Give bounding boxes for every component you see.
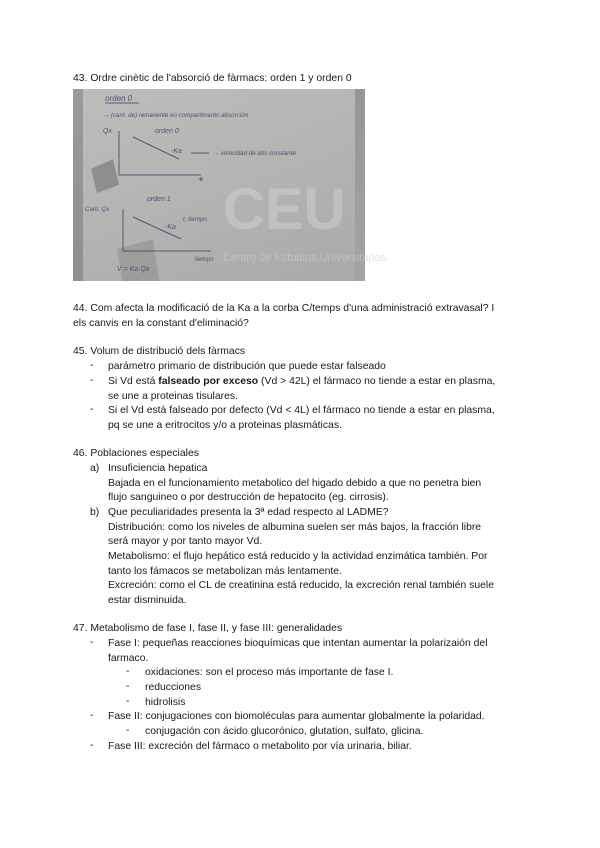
watermark-subtitle: Centro de Estudios Universitarios xyxy=(223,252,387,264)
q47-fase1-sub2: reducciones xyxy=(145,682,202,693)
q46-b-line5: Excreción: como el CL de creatinina está reducido, la excreción renal también suele xyxy=(108,580,495,591)
bullet-dash: - xyxy=(90,637,94,648)
bullet-dash: - xyxy=(126,696,130,707)
note-cant-qx: Cant. Qx xyxy=(85,206,110,213)
bullet-dash: - xyxy=(126,681,130,692)
q46-b-line3: Metabolismo: el flujo hepático está reducido y la actividad enzimática también. Por xyxy=(108,551,488,562)
q45-bullet-2-cont: se une a proteinas tisulares. xyxy=(108,391,238,402)
note-orden1: orden 1 xyxy=(147,196,171,203)
bullet-dash: - xyxy=(90,710,94,721)
note-velocidad: → velocidad de abs constante xyxy=(213,150,296,157)
question-46-title: 46. Poblaciones especiales xyxy=(73,448,199,459)
note-ka-top: -Ka xyxy=(171,148,182,155)
bullet-dash: - xyxy=(90,360,94,371)
q45-bullet-3: Si el Vd está falseado por defecto (Vd < 4L) el fármaco no tiende a estar en plasma, xyxy=(108,405,495,416)
q45-bullet-1: parámetro primario de distribución que puede estar falseado xyxy=(108,361,386,372)
q47-fase1-sub3: hidrolisis xyxy=(145,697,186,708)
note-tiempo: tiempo xyxy=(195,256,214,263)
q46-marker-a: a) xyxy=(90,463,100,474)
note-orden0: orden 0 xyxy=(155,128,179,135)
q46-b-title: Que peculiaridades presenta la 3ª edad respecto al LADME? xyxy=(108,507,389,518)
bullet-dash: - xyxy=(126,725,130,736)
q46-marker-b: b) xyxy=(90,507,100,518)
kinetics-sketch xyxy=(73,89,387,281)
bullet-dash: - xyxy=(90,404,94,415)
q46-a-title: Insuficiencia hepatica xyxy=(108,463,208,474)
q46-b-line1: Distribución: como los niveles de albumina suelen ser más bajos, la fracción libre xyxy=(108,522,482,533)
question-45-title: 45. Volum de distribució dels fàrmacs xyxy=(73,346,246,357)
q46-b-line4: tanto los fámacos se metabolizan más lentamente. xyxy=(108,566,342,577)
note-ka-bottom: -Ka xyxy=(165,224,176,231)
q45-bullet-2: Si Vd está falseado por exceso (Vd > 42L) el fármaco no tiende a estar en plasma, xyxy=(108,376,496,387)
q47-fase2: Fase II: conjugaciones con biomoléculas para aumentar globalmente la polaridad. xyxy=(108,711,485,722)
bullet-dash: - xyxy=(126,666,130,677)
q46-b-line6: estar disminuida. xyxy=(108,595,187,606)
note-qx: Qx xyxy=(103,128,112,135)
q46-b-line2: será mayor y por tanto mayor Vd. xyxy=(108,536,263,547)
q47-fase2-sub1: conjugación con ácido glucorónico, glutation, sulfato, glicina. xyxy=(145,726,424,737)
q47-fase1-sub1: oxidaciones: son el proceso más importante de fase I. xyxy=(145,667,394,678)
q45-bullet-3-cont: pq se une a eritrocitos y/o a proteinas plasmáticas. xyxy=(108,420,342,431)
note-orden0-heading: orden 0 xyxy=(105,94,133,103)
question-47-title: 47. Metabolismo de fase I, fase II, y fase III: generalidades xyxy=(73,623,343,634)
q46-a-line1: Bajada en el funcionamiento metabolico del higado debido a que no penetra bien xyxy=(108,478,482,489)
watermark-logo-text: CEU xyxy=(223,177,346,242)
q47-fase1-line2: farmaco. xyxy=(108,653,149,664)
q46-a-line2: flujo sanguineo o por destrucción de hepatocito (eg. cirrosis). xyxy=(108,492,389,503)
bullet-dash: - xyxy=(90,375,94,386)
q47-fase1-line1: Fase I: pequeñas reacciones bioquímicas que intentan aumentar la polarizaión del xyxy=(108,638,488,649)
note-v-equals: V = Ka·Qx xyxy=(117,266,150,273)
bullet-dash: - xyxy=(90,740,94,751)
note-t-tiempo: t, tiempo xyxy=(183,216,207,223)
note-remanente: → (cant. de) remanente en compartimento absorción xyxy=(103,112,249,119)
q47-fase3: Fase III: excreción del fármaco o metabolito por vía urinaria, biliar. xyxy=(108,741,412,752)
question-44-line1: 44. Com afecta la modificació de la Ka a la corba C/temps d'una administració extravasal? I xyxy=(73,303,495,314)
question-43-title: 43. Ordre cinètic de l'absorció de fàrmacs: orden 1 y orden 0 xyxy=(73,73,352,84)
handwritten-notes-photo xyxy=(73,89,387,281)
question-44-line2: els canvis en la constant d'eliminació? xyxy=(73,318,249,329)
